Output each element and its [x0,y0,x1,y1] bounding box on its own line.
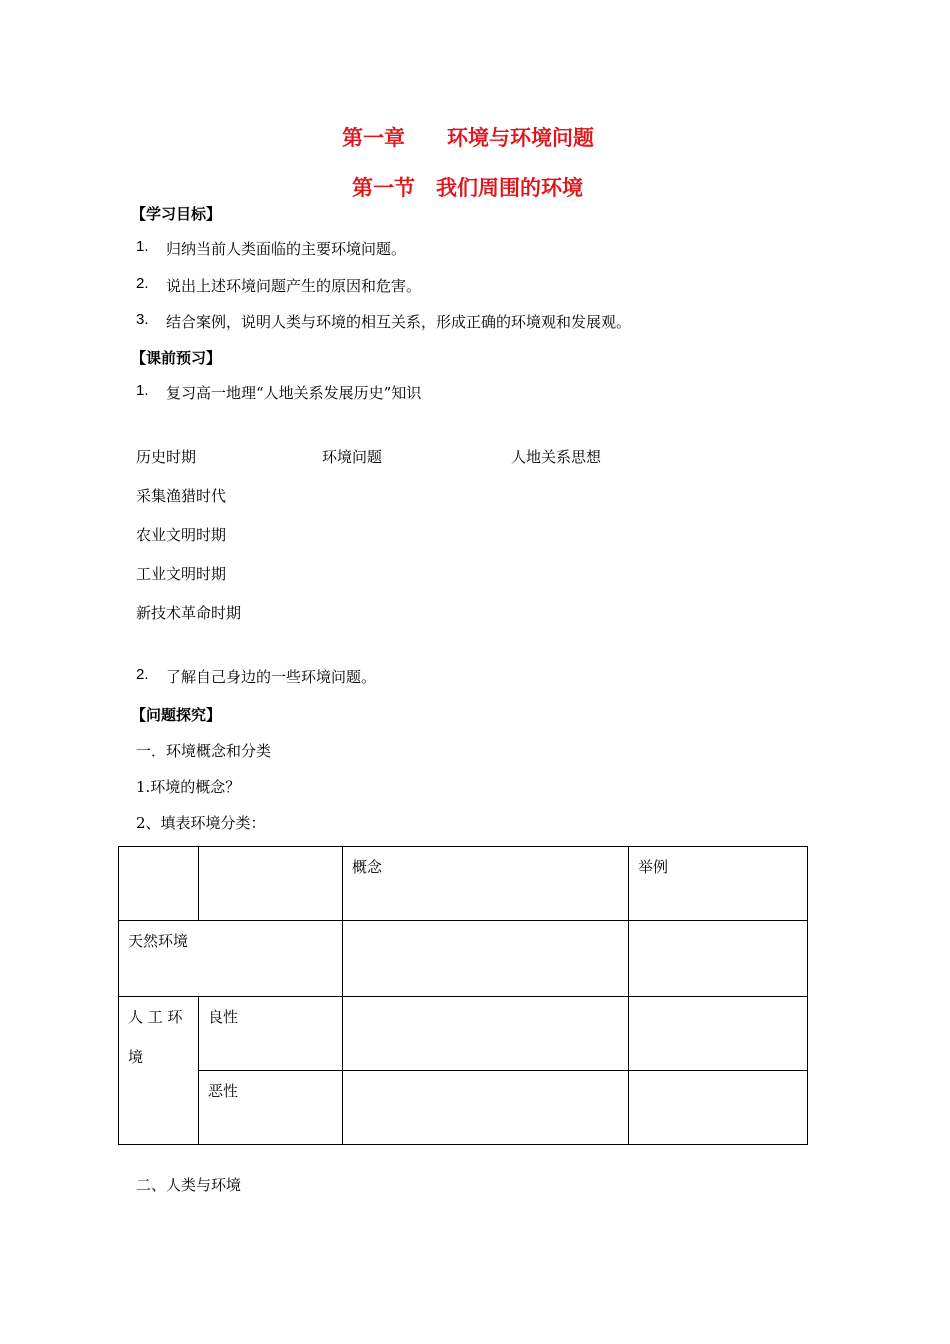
table-row [119,997,808,1071]
row-artificial-environment: 人 工 环 境 [119,997,199,1145]
period-hunting: 采集渔猎时代 [136,487,227,505]
period-industrial: 工业文明时期 [136,565,227,583]
part-2-title: 二、人类与环境 [136,1176,242,1194]
answer-cell [629,997,808,1071]
chapter-title: 第一章 环境与环境问题 [342,126,594,150]
header-period: 历史时期 [136,448,197,466]
table-cell-blank [119,847,199,921]
preview-1-number: 1. [136,382,149,399]
objective-2-text: 说出上述环境问题产生的原因和危害。 [166,277,422,295]
table-row [119,847,808,921]
answer-cell [343,921,629,997]
table-cell-blank [199,847,343,921]
header-env-issue: 环境问题 [322,448,383,466]
table-row [119,921,808,997]
environment-classification-table [118,846,808,1145]
period-agricultural: 农业文明时期 [136,526,227,544]
inquiry-heading: 【问题探究】 [131,706,222,724]
answer-cell [343,1071,629,1145]
preview-2-number: 2. [136,666,149,683]
answer-cell [629,1071,808,1145]
answer-cell [629,921,808,997]
period-new-tech: 新技术革命时期 [136,604,242,622]
objective-1-text: 归纳当前人类面临的主要环境问题。 [166,240,407,258]
section-title: 第一节 我们周围的环境 [352,176,583,200]
objective-3-number: 3. [136,311,149,328]
preview-2-text: 了解自己身边的一些环境问题。 [166,668,377,686]
objectives-heading: 【学习目标】 [131,205,222,223]
question-1: 1.环境的概念？ [136,778,241,796]
column-example: 举例 [629,847,808,921]
table-row [119,1071,808,1145]
objective-1-number: 1. [136,238,149,255]
objective-3-text: 结合案例，说明人类与环境的相互关系，形成正确的环境观和发展观。 [166,313,632,331]
column-concept: 概念 [343,847,629,921]
part-1-title: 一．环境概念和分类 [136,742,272,760]
subrow-malignant: 恶性 [199,1071,343,1145]
row-natural-environment: 天然环境 [119,921,343,997]
objective-2-number: 2. [136,275,149,292]
answer-cell [343,997,629,1071]
preview-1-text: 复习高一地理“人地关系发展历史”知识 [166,384,422,402]
question-2: 2、填表环境分类： [136,814,266,832]
header-human-land: 人地关系思想 [511,448,602,466]
preview-heading: 【课前预习】 [131,349,222,367]
subrow-benign: 良性 [199,997,343,1071]
